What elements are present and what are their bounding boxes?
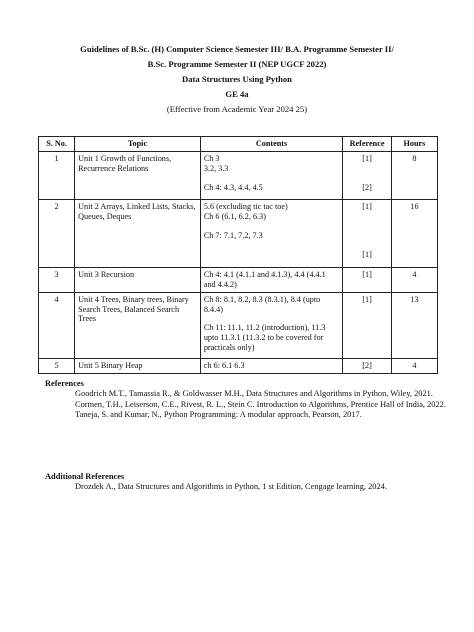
contents-line: Ch 11: 11.1, 11.2 (introduction), 11.3 upto 11.3.1 (11.3.2 to be covered for practicals only) xyxy=(203,323,326,353)
additional-references-heading: Additional References xyxy=(45,472,125,481)
row-contents: ch 6: 6.1 6.3 xyxy=(200,358,342,373)
contents-line: Ch 7: 7.1, 7.2, 7.3 xyxy=(203,230,263,240)
contents-line: Ch 6 (6.1, 6.2, 6.3) xyxy=(203,211,266,221)
row-sno: 4 xyxy=(39,292,75,358)
contents-line: 3.2, 3.3 xyxy=(203,163,229,173)
row-topic: Unit 5 Binary Heap xyxy=(75,358,201,373)
table-row xyxy=(39,200,438,268)
row-sno: 5 xyxy=(39,358,75,373)
row-hours: 8 xyxy=(391,152,437,200)
references-heading: References xyxy=(45,379,84,388)
table-row xyxy=(39,292,438,358)
header-line-1: Guidelines of B.Sc. (H) Computer Science Semester III/ B.A. Programme Semester II/ xyxy=(80,44,394,54)
contents-line: 5.6 (excluding tic tac toe) xyxy=(203,202,288,211)
effective-year: (Effective from Academic Year 2024 25) xyxy=(166,104,308,114)
row-contents: Ch 4: 4.1 (4.1.1 and 4.1.3), 4.4 (4.4.1 and 4.4.2) xyxy=(200,268,342,293)
table-row xyxy=(39,358,438,373)
col-sno-header: S. No. xyxy=(39,137,75,152)
row-topic: Unit 2 Arrays, Linked Lists, Stacks, Queues, Deques xyxy=(75,200,201,268)
course-code: GE 4a xyxy=(225,89,249,99)
row-reference: [2] xyxy=(343,358,392,373)
contents-line: Ch 3 xyxy=(203,154,220,163)
course-title: Data Structures Using Python xyxy=(182,74,292,84)
row-topic: Unit 1 Growth of Functions, Recurrence Relations xyxy=(75,152,201,200)
row-reference xyxy=(343,152,392,200)
row-reference: [1] xyxy=(343,268,392,293)
row-contents xyxy=(200,200,342,268)
col-reference-header: Reference xyxy=(343,137,392,152)
reference-line: [2] xyxy=(362,182,372,192)
row-hours: 16 xyxy=(391,200,437,268)
header-line-2: B.Sc. Programme Semester II (NEP UGCF 2022) xyxy=(147,59,327,69)
reference-item: Taneja, S. and Kumar, N., Python Programming: A modular approach, Pearson, 2017. xyxy=(75,409,362,419)
table-row xyxy=(39,268,438,293)
reference-item: Cormen, T.H., Leiserson, C.E., Rivest, R. L., Stein C. Introduction to Algorithms, Prentice Hall of India, 2022. xyxy=(75,399,446,409)
references-section xyxy=(45,379,465,420)
col-topic-header: Topic xyxy=(75,137,201,152)
col-hours-header: Hours xyxy=(391,137,437,152)
row-topic: Unit 4 Trees, Binary trees, Binary Search Trees, Balanced Search Trees xyxy=(75,292,201,358)
reference-line: [1] xyxy=(362,154,372,163)
row-contents xyxy=(200,152,342,200)
row-hours: 13 xyxy=(391,292,437,358)
row-topic: Unit 3 Recursion xyxy=(75,268,201,293)
reference-line: [1] xyxy=(362,202,372,211)
row-sno: 2 xyxy=(39,200,75,268)
additional-references-section xyxy=(45,472,465,493)
row-hours: 4 xyxy=(391,358,437,373)
reference-item: Goodrich M.T., Tamassia R., & Goldwasser M.H., Data Structures and Algorithms in Python, Wiley, 2021. xyxy=(75,389,433,399)
row-contents xyxy=(200,292,342,358)
table-row xyxy=(39,152,438,200)
reference-line: [1] xyxy=(362,249,372,259)
contents-line: Ch 4: 4.3, 4.4, 4.5 xyxy=(203,182,263,192)
table-header-row xyxy=(39,137,438,152)
col-contents-header: Contents xyxy=(200,137,342,152)
row-sno: 1 xyxy=(39,152,75,200)
additional-reference-item: Drozdek A., Data Structures and Algorithms in Python, 1 st Edition, Cengage learning, 2024. xyxy=(75,482,387,492)
row-reference xyxy=(343,200,392,268)
contents-line: Ch 8: 8.1, 8.2, 8.3 (8.3.1), 8.4 (upto 8.4.4) xyxy=(203,294,321,314)
row-sno: 3 xyxy=(39,268,75,293)
row-hours: 4 xyxy=(391,268,437,293)
row-reference: [1] xyxy=(343,292,392,358)
syllabus-table xyxy=(38,136,438,374)
